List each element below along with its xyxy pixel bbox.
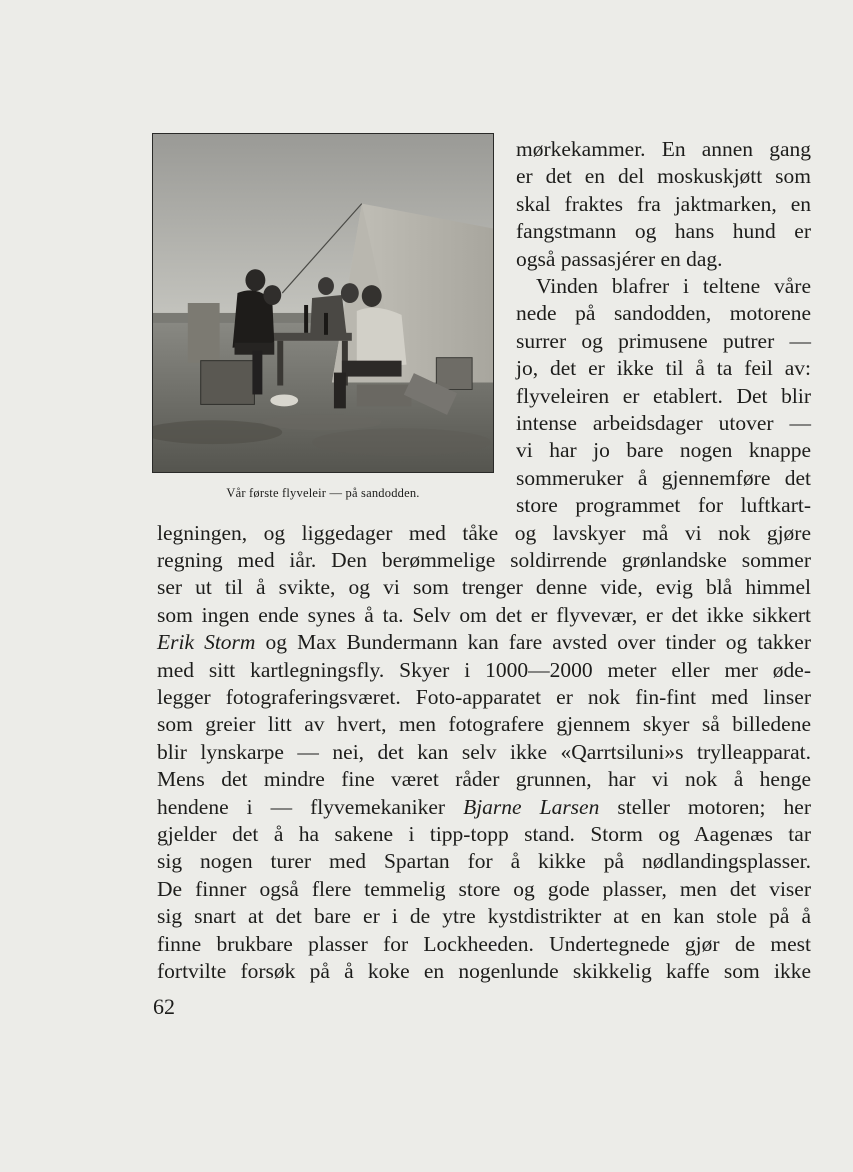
photo-caption: Vår første flyveleir — på sandodden. <box>226 486 420 500</box>
text-line-10: flyveleiren er etablert. Det blir <box>516 383 811 408</box>
text-line-2: er det en del moskuskjøtt som <box>516 164 811 189</box>
text-line-31: fortvilte forsøk på å koke en nogenlunde skikkelig kaffe som ikke <box>157 959 811 983</box>
text-line-9: jo, det er ikke til å ta feil av: <box>516 356 811 381</box>
text-line-14: store programmet for luftkart- <box>516 493 811 518</box>
text-line-26: gjelder det å ha sakene i tipp-topp stand. Storm og Aagenæs tar <box>157 822 811 846</box>
text-line-1: mørkekammer. En annen gang <box>516 137 811 161</box>
text-line-22: som greier litt av hvert, men fotografere gjennem skyer så billedene <box>157 712 811 737</box>
text-line-19 <box>157 629 811 656</box>
text-line-28: De finner også flere temmelig store og gode plasser, men det viser <box>157 876 811 901</box>
text-line-15: legningen, og liggedager med tåke og lavskyer må vi nok gjøre <box>157 520 811 545</box>
text-line-27: sig nogen turer med Spartan for å kikke på nødlandingsplasser. <box>157 849 811 874</box>
text-line-11: intense arbeidsdager utover — <box>516 411 811 435</box>
text-line-8: surrer og primusene putrer — <box>516 328 811 353</box>
text-line-3: skal fraktes fra jaktmarken, en <box>516 191 811 216</box>
text-line-17: ser ut til å svikte, og vi som trenger denne vide, evig blå himmel <box>157 575 811 600</box>
text-line-7: nede på sandodden, motorene <box>516 301 811 326</box>
camp-photograph <box>152 133 494 473</box>
text-line-29: sig snart at det bare er i de ytre kystdistrikter at en kan stole på å <box>157 904 811 929</box>
text-line-23: blir lynskarpe — nei, det kan selv ikke «Qarrtsiluni»s trylleapparat. <box>157 739 811 764</box>
text-line-24: Mens det mindre fine været råder grunnen, har vi nok å henge <box>157 767 811 792</box>
text-line-18: som ingen ende synes å ta. Selv om det er flyvevær, er det ikke sikkert <box>157 602 811 627</box>
text-line-13: sommeruker å gjennemføre det <box>516 465 811 490</box>
text-line-6: Vinden blafrer i teltene våre <box>536 274 811 298</box>
text-line-30: finne brukbare plasser for Lockheeden. Undertegnede gjør de mest <box>157 931 811 956</box>
text-line-25 <box>157 794 811 821</box>
text-line-25-start: hendene i — flyvemekaniker <box>157 794 446 819</box>
text-line-5: også passasjérer en dag. <box>516 246 723 271</box>
text-line-20: med sitt kartlegningsfly. Skyer i 1000—2000 meter eller mer øde- <box>157 657 811 682</box>
text-line-19-rest: og Max Bundermann kan fare avsted over tinder og takker <box>265 630 811 655</box>
text-line-12: vi har jo bare nogen knappe <box>516 438 811 463</box>
text-line-16: regning med iår. Den berømmelige soldirrende grønlandske sommer <box>157 548 811 572</box>
italic-name-bjarne-larsen: Bjarne Larsen <box>463 794 600 819</box>
text-line-4: fangstmann og hans hund er <box>516 219 811 244</box>
page-number: 62 <box>153 994 175 1019</box>
italic-name-erik-storm: Erik Storm <box>157 630 256 655</box>
text-line-21: legger fotograferingsværet. Foto-apparatet er nok fin-fint med linser <box>157 685 811 709</box>
text-line-25-rest: steller motoren; her <box>617 794 811 819</box>
